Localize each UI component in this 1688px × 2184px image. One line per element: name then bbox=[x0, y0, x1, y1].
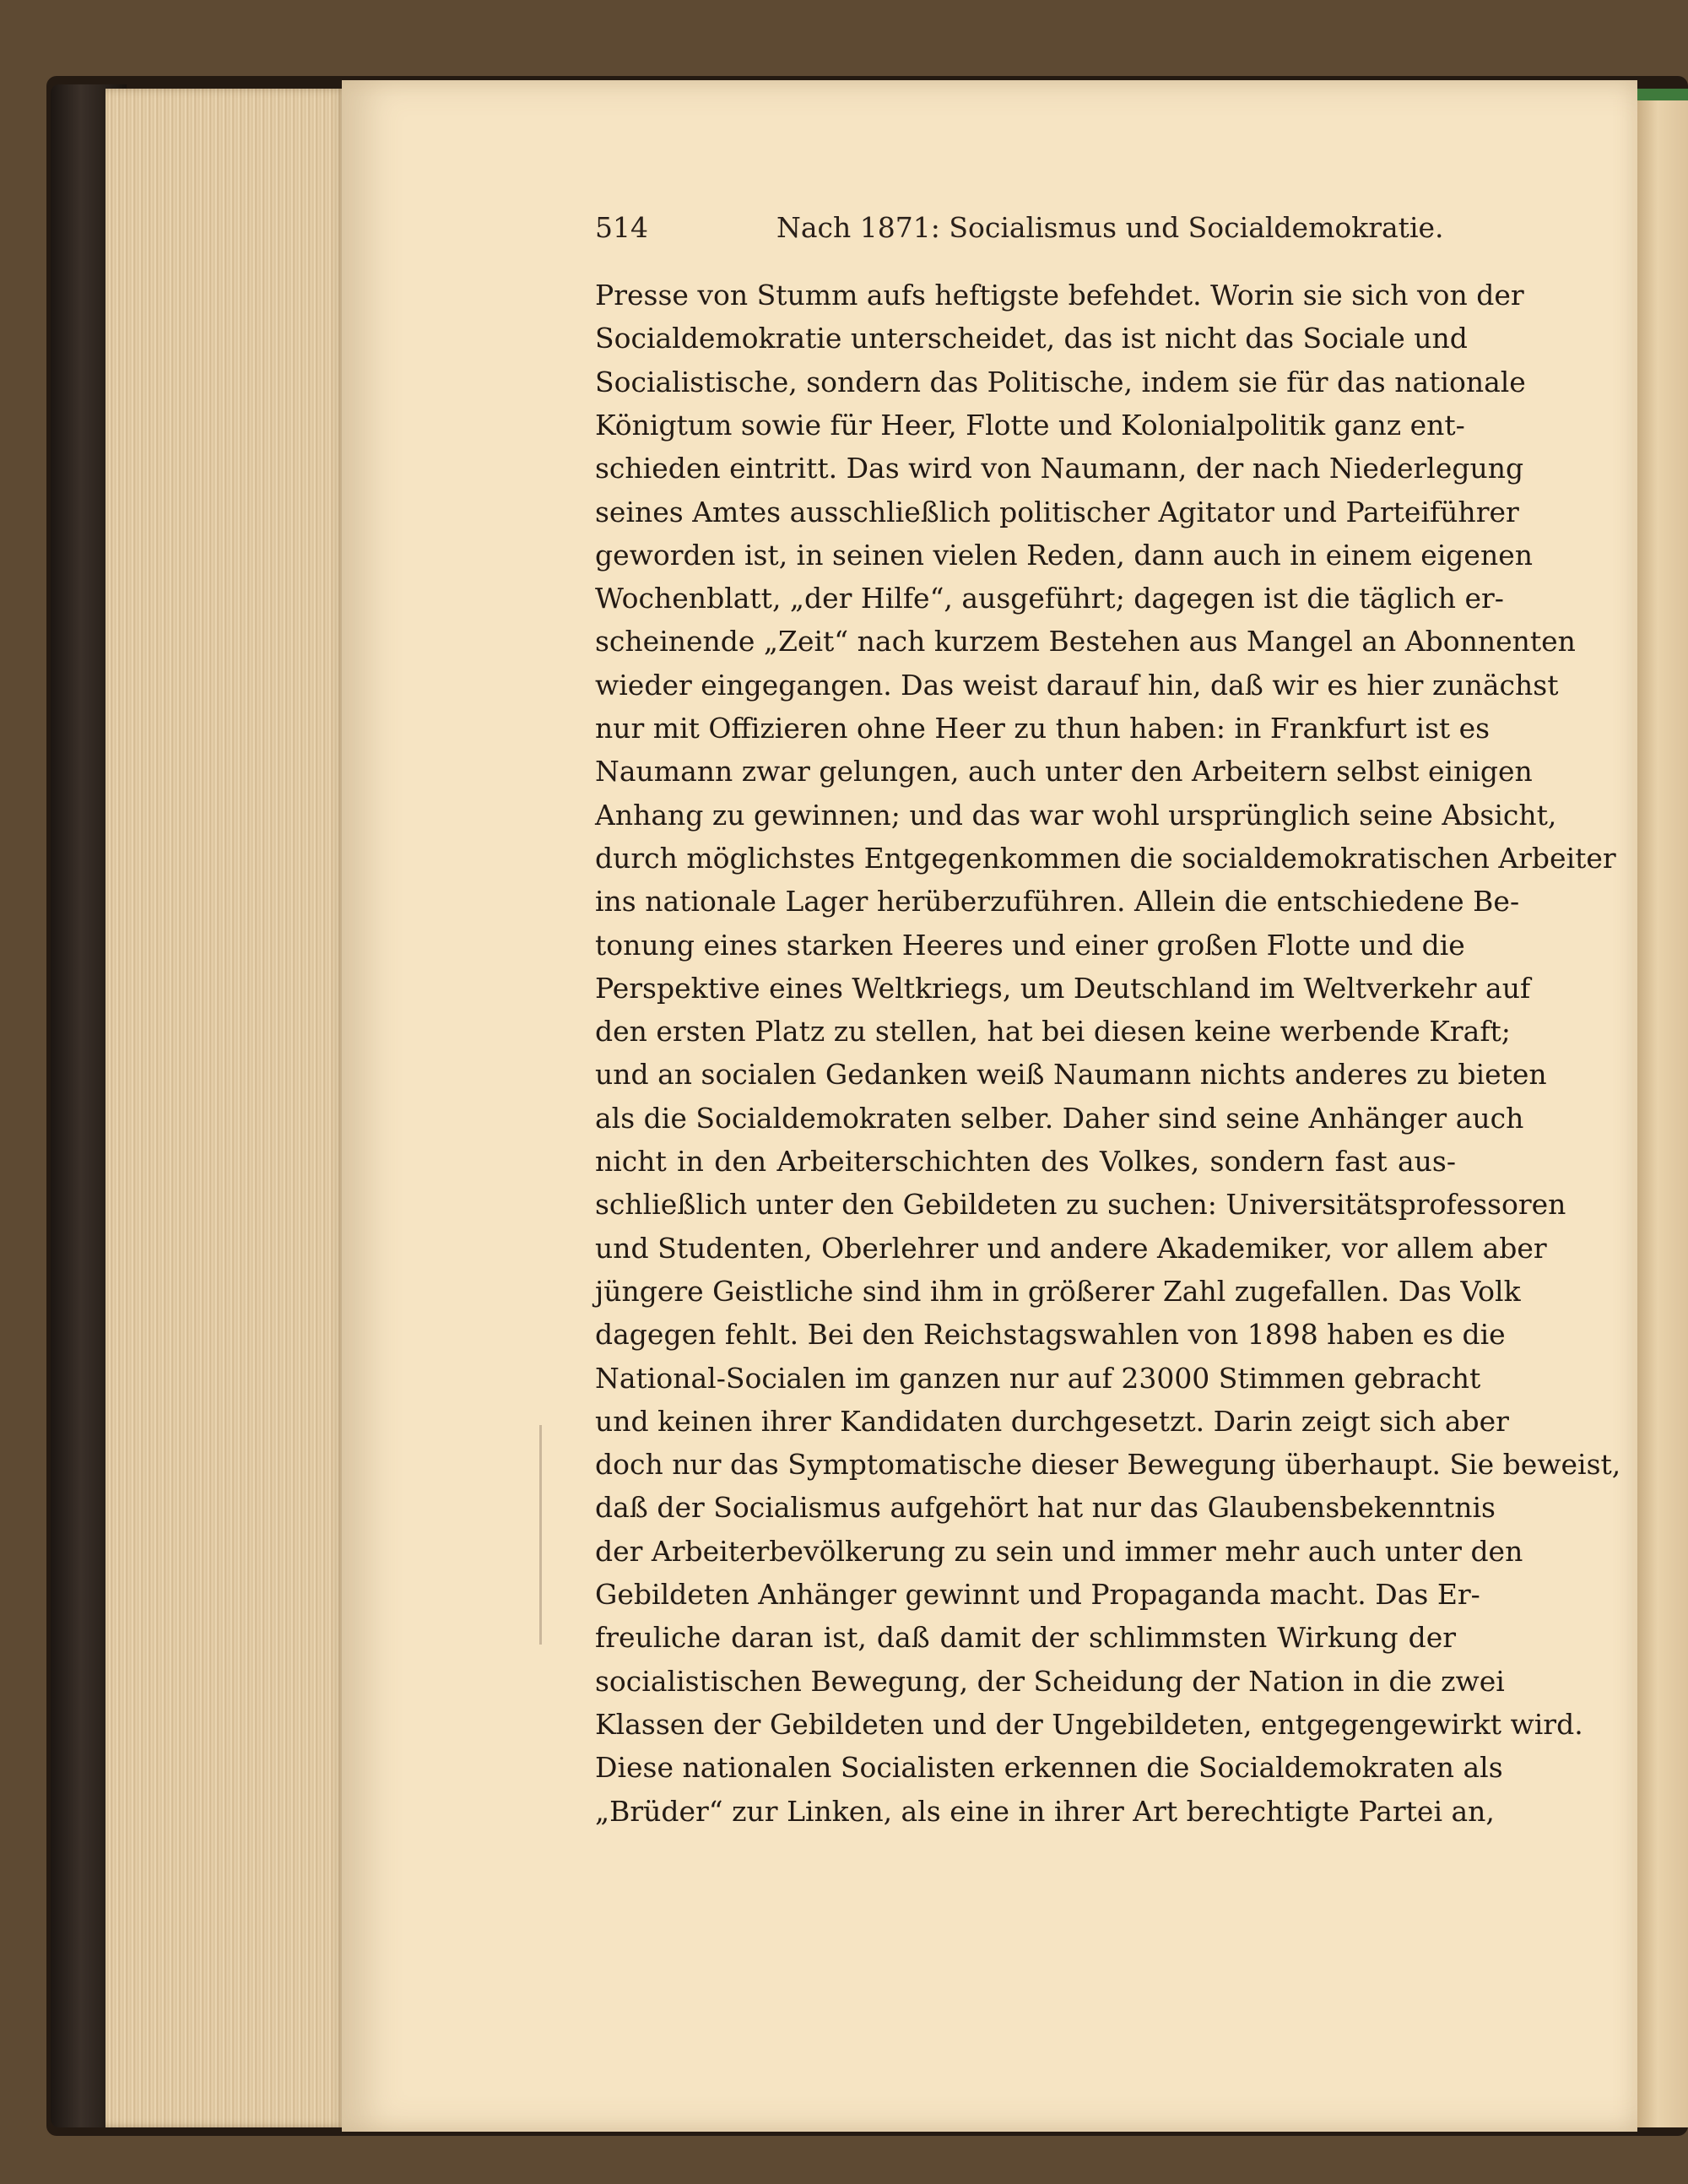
running-head-title: Nach 1871: Socialismus und Socialdemokratie. bbox=[776, 211, 1444, 244]
text-line: scheinende „Zeit“ nach kurzem Bestehen aus Mangel an Abonnenten bbox=[595, 625, 1576, 658]
text-line: Gebildeten Anhänger gewinnt und Propaganda macht. Das Er- bbox=[595, 1578, 1480, 1611]
text-line: daß der Socialismus aufgehört hat nur das Glaubensbekenntnis bbox=[595, 1491, 1496, 1525]
body-text bbox=[595, 279, 1621, 1840]
text-line: Klassen der Gebildeten und der Ungebildeten, entgegengewirkt wird. bbox=[595, 1707, 1583, 1741]
text-line: seines Amtes ausschließlich politischer Agitator und Parteiführer bbox=[595, 495, 1519, 528]
running-head bbox=[595, 211, 1456, 253]
text-line: als die Socialdemokraten selber. Daher sind seine Anhänger auch bbox=[595, 1101, 1524, 1135]
text-line: doch nur das Symptomatische dieser Bewegung überhaupt. Sie beweist, bbox=[595, 1448, 1621, 1482]
page-edges bbox=[106, 89, 346, 2127]
text-line: National-Socialen im ganzen nur auf 23000 Stimmen gebracht bbox=[595, 1361, 1481, 1395]
text-line: Socialdemokratie unterscheidet, das ist nicht das Sociale und bbox=[595, 322, 1468, 355]
text-line: Wochenblatt, „der Hilfe“, ausgeführt; dagegen ist die täglich er- bbox=[595, 582, 1504, 615]
text-line: und keinen ihrer Kandidaten durchgesetzt. Darin zeigt sich aber bbox=[595, 1404, 1509, 1438]
text-line: Socialistische, sondern das Politische, indem sie für das nationale bbox=[595, 365, 1526, 398]
text-line: durch möglichstes Entgegenkommen die socialdemokratischen Arbeiter bbox=[595, 841, 1616, 875]
text-line: ins nationale Lager herüberzuführen. Allein die entschiedene Be- bbox=[595, 885, 1520, 919]
text-line: schieden eintritt. Das wird von Naumann, der nach Niederlegung bbox=[595, 452, 1524, 485]
text-line: Perspektive eines Weltkriegs, um Deutschland im Weltverkehr auf bbox=[595, 971, 1531, 1005]
text-line: nicht in den Arbeiterschichten des Volkes, sondern fast aus- bbox=[595, 1145, 1456, 1178]
text-line: tonung eines starken Heeres und einer großen Flotte und die bbox=[595, 928, 1465, 962]
text-line: Presse von Stumm aufs heftigste befehdet. Worin sie sich von der bbox=[595, 279, 1524, 312]
margin-pencil-mark bbox=[539, 1425, 542, 1645]
text-line: Naumann zwar gelungen, auch unter den Arbeitern selbst einigen bbox=[595, 755, 1533, 789]
bookmark-ribbon bbox=[1629, 89, 1688, 100]
text-line: „Brüder“ zur Linken, als eine in ihrer Art berechtigte Partei an, bbox=[595, 1794, 1495, 1828]
text-line: Diese nationalen Socialisten erkennen die Socialdemokraten als bbox=[595, 1751, 1503, 1785]
text-line: geworden ist, in seinen vielen Reden, dann auch in einem eigenen bbox=[595, 538, 1533, 572]
text-line: freuliche daran ist, daß damit der schlimmsten Wirkung der bbox=[595, 1621, 1456, 1655]
text-line: Königtum sowie für Heer, Flotte und Kolonialpolitik ganz ent- bbox=[595, 408, 1465, 442]
text-line: der Arbeiterbevölkerung zu sein und immer mehr auch unter den bbox=[595, 1534, 1523, 1568]
text-line: und an socialen Gedanken weiß Naumann nichts anderes zu bieten bbox=[595, 1058, 1547, 1092]
text-line: nur mit Offizieren ohne Heer zu thun haben: in Frankfurt ist es bbox=[595, 712, 1491, 745]
text-line: Anhang zu gewinnen; und das war wohl ursprünglich seine Absicht, bbox=[595, 798, 1557, 832]
text-line: dagegen fehlt. Bei den Reichstagswahlen von 1898 haben es die bbox=[595, 1318, 1506, 1352]
text-line: jüngere Geistliche sind ihm in größerer Zahl zugefallen. Das Volk bbox=[595, 1274, 1521, 1308]
text-line: wieder eingegangen. Das weist darauf hin, daß wir es hier zunächst bbox=[595, 668, 1559, 702]
text-line: und Studenten, Oberlehrer und andere Akademiker, vor allem aber bbox=[595, 1231, 1547, 1265]
text-line: socialistischen Bewegung, der Scheidung der Nation in die zwei bbox=[595, 1664, 1505, 1698]
facing-page-edge bbox=[1637, 93, 1688, 2127]
page-number: 514 bbox=[595, 211, 648, 244]
text-line: schließlich unter den Gebildeten zu suchen: Universitätsprofessoren bbox=[595, 1188, 1566, 1222]
text-line: den ersten Platz zu stellen, hat bei diesen keine werbende Kraft; bbox=[595, 1015, 1511, 1049]
